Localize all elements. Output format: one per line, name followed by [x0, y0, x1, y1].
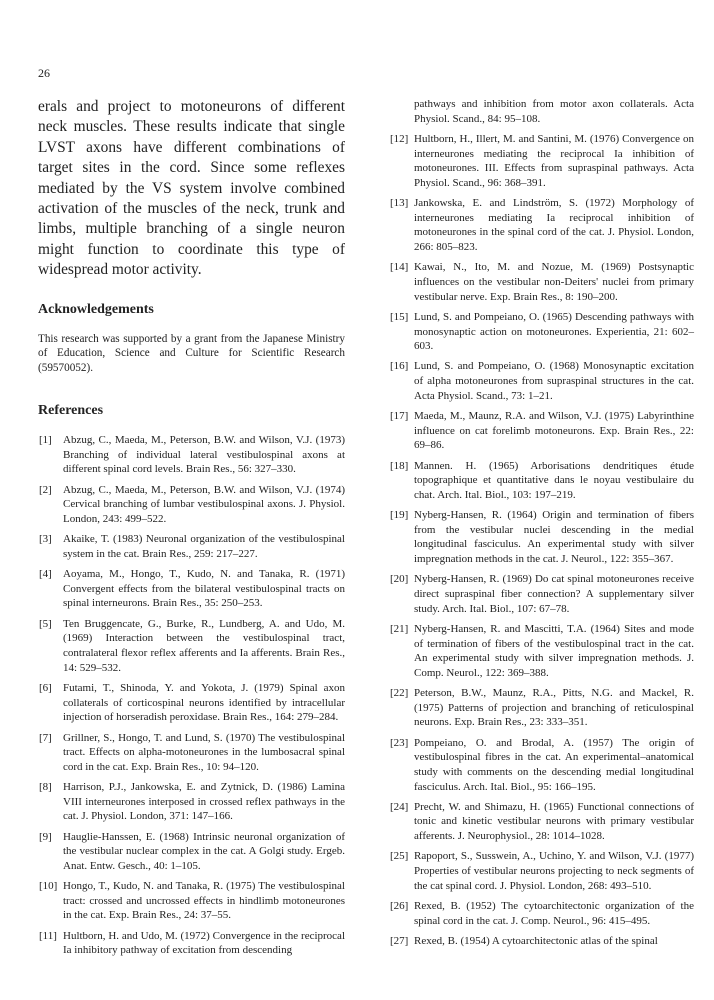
- reference-number: [9]: [39, 830, 52, 843]
- acknowledgements-text: This research was supported by a grant from the Japanese Ministry of Education, Science and Culture for Scientific Research (59570052).: [38, 332, 345, 375]
- reference-number: [14]: [390, 261, 409, 274]
- reference-item: [38, 780, 345, 824]
- reference-text: Rexed, B. (1954) A cytoarchitectonic atlas of the spinal: [414, 935, 658, 948]
- reference-number: [18]: [390, 459, 409, 472]
- reference-item: [389, 310, 694, 354]
- reference-item: [389, 459, 694, 503]
- reference-number: [13]: [390, 197, 409, 210]
- left-column: [38, 97, 345, 964]
- reference-text: Precht, W. and Shimazu, H. (1965) Functional connections of tonic and kinetic vestibular neurons with primary vestibular afferents. J. Neurophysiol., 28: 1014–1028.: [414, 800, 694, 843]
- reference-number: [26]: [390, 900, 409, 913]
- reference-number: [6]: [39, 681, 52, 694]
- reference-number: [2]: [39, 483, 52, 496]
- reference-number: [12]: [390, 132, 409, 145]
- reference-text: Pompeiano, O. and Brodal, A. (1957) The origin of vestibulospinal fibres in the cat. An experimental–anatomical study with comments on the descending medial longitudinal fasciculus. Arch. Ital. Biol., 95: 166–195.: [414, 736, 694, 793]
- reference-text: Lund, S. and Pompeiano, O. (1965) Descending pathways with monosynaptic action on motoneurones. Experientia, 21: 602–603.: [414, 310, 694, 353]
- reference-item: [389, 409, 694, 453]
- references-list-left: [38, 433, 345, 958]
- reference-item: [38, 879, 345, 923]
- reference-text: Hauglie-Hanssen, E. (1968) Intrinsic neuronal organization of the vestibular nuclear complex in the cat. A Golgi study. Ergeb. Anat. Entw. Gesch., 40: 1–105.: [63, 830, 345, 872]
- reference-text: Futami, T., Shinoda, Y. and Yokota, J. (1979) Spinal axon collaterals of corticospinal neurons identified by intracellular injection of horseradish peroxidase. Brain Res., 164: 279–284.: [63, 681, 345, 724]
- reference-number: [21]: [390, 622, 409, 635]
- reference-text: Hultborn, H., Illert, M. and Santini, M. (1976) Convergence on interneurones mediating the reciprocal Ia inhibition of motoneurones. III. Effects from supraspinal pathways. Acta Physiol. Scand., 96: 368–391.: [414, 132, 694, 189]
- reference-number: [20]: [390, 573, 409, 586]
- reference-text: Maeda, M., Maunz, R.A. and Wilson, V.J. (1975) Labyrinthine influence on cat forelimb motoneurons. Exp. Brain Res., 22: 69–86.: [414, 410, 694, 452]
- reference-text: Hultborn, H. and Udo, M. (1972) Convergence in the reciprocal Ia inhibitory pathway of excitation from descending: [63, 929, 345, 957]
- reference-text: Kawai, N., Ito, M. and Nozue, M. (1969) Postsynaptic influences on the vestibular non-Deiters' nuclei from primary vestibular nerve. Exp. Brain Res., 8: 190–200.: [414, 261, 694, 303]
- reference-item: [389, 800, 694, 844]
- reference-number: [15]: [390, 310, 409, 323]
- reference-text: Harrison, P.J., Jankowska, E. and Zytnick, D. (1986) Lamina VIII interneurones interposed in crossed reflex pathways in the cat. J. Physiol. London, 371: 147–166.: [63, 781, 345, 823]
- references-list-right: [389, 97, 694, 949]
- reference-item: [38, 433, 345, 477]
- reference-number: [7]: [39, 731, 52, 744]
- reference-item: [38, 681, 345, 725]
- reference-text: Mannen. H. (1965) Arborisations dendritiques étude topographique et quantitative dans le noyau vestibulaire du chat. Arch. Ital. Biol., 103: 197–219.: [414, 459, 694, 501]
- reference-text: Nyberg-Hansen, R. and Mascitti, T.A. (1964) Sites and mode of termination of fibers of the vestibulospinal tract in the cat. An experimental study with silver impregnation methods. J. Comp. Neurol., 122: 369–388.: [414, 622, 694, 679]
- reference-text: Aoyama, M., Hongo, T., Kudo, N. and Tanaka, R. (1971) Convergent effects from the bilateral vestibulospinal tracts on spinal interneurons. Brain Res., 35: 250–253.: [63, 568, 345, 610]
- reference-number: [3]: [39, 533, 52, 546]
- reference-text: Rexed, B. (1952) The cytoarchitectonic organization of the spinal cord in the cat. J. Comp. Neurol., 96: 415–495.: [414, 900, 694, 927]
- reference-item: [38, 929, 345, 958]
- reference-number: [4]: [39, 568, 52, 581]
- reference-item: [38, 483, 345, 527]
- reference-number: [8]: [39, 781, 52, 794]
- body-paragraph: erals and project to motoneurons of different neck muscles. These results indicate that single LVST axons have different combinations of target sites in the cord. Since some reflexes mediated by the VS system involve combined activation of the muscles of the neck, trunk and limbs, multiple branching of a single neuron might function to coordinate this type of widespread motor activity.: [38, 98, 345, 279]
- reference-text: Jankowska, E. and Lindström, S. (1972) Morphology of interneurones mediating Ia reciprocal inhibition of motoneurones in the spinal cord of the cat. J. Physiol. London, 266: 805–823.: [414, 197, 694, 253]
- reference-text: Hongo, T., Kudo, N. and Tanaka, R. (1975) The vestibulospinal tract: crossed and uncrossed effects in hindlimb motoneurones in the cat. Exp. Brain Res., 24: 37–55.: [63, 880, 345, 922]
- acknowledgements-heading: Acknowledgements: [38, 301, 154, 317]
- reference-text: pathways and inhibition from motor axon collaterals. Acta Physiol. Scand., 84: 95–108.: [414, 98, 694, 125]
- reference-number: [24]: [390, 800, 409, 813]
- reference-item: [389, 97, 694, 126]
- page-number: 26: [38, 66, 50, 80]
- reference-text: Nyberg-Hansen, R. (1969) Do cat spinal motoneurones receive direct supraspinal fiber connection? A supplementary silver study. Arch. Ital. Biol., 107: 67–78.: [414, 573, 694, 615]
- reference-text: Lund, S. and Pompeiano, O. (1968) Monosynaptic excitation of alpha motoneurones from supraspinal structures in the cat. Acta Physiol. Scand., 73: 1–21.: [414, 360, 694, 402]
- reference-text: Abzug, C., Maeda, M., Peterson, B.W. and Wilson, V.J. (1973) Branching of individual lateral vestibulospinal axons at different spinal cord levels. Brain Res., 56: 327–330.: [63, 434, 345, 476]
- reference-number: [17]: [390, 410, 409, 423]
- reference-number: [25]: [390, 850, 409, 863]
- reference-item: [389, 849, 694, 893]
- reference-item: [389, 132, 694, 190]
- reference-item: [389, 686, 694, 730]
- reference-number: [16]: [390, 360, 409, 373]
- reference-number: [22]: [390, 687, 409, 700]
- reference-text: Nyberg-Hansen, R. (1964) Origin and termination of fibers from the vestibular nuclei descending in the medial longitudinal fasciculus. An experimental study with silver impregnation methods in the cat. J. Neurol., 122: 355–367.: [414, 509, 694, 565]
- reference-item: [389, 736, 694, 794]
- reference-item: [389, 508, 694, 566]
- reference-item: [389, 622, 694, 680]
- reference-number: [5]: [39, 617, 52, 630]
- reference-item: [389, 359, 694, 403]
- reference-item: [389, 260, 694, 304]
- reference-item: [38, 830, 345, 874]
- reference-number: [1]: [39, 434, 52, 447]
- reference-number: [23]: [390, 736, 409, 749]
- references-heading: References: [38, 403, 104, 419]
- reference-text: Grillner, S., Hongo, T. and Lund, S. (1970) The vestibulospinal tract. Effects on alpha-motoneurones in the lumbosacral spinal cord in the cat. Exp. Brain Res., 10: 94–120.: [63, 731, 345, 773]
- reference-number: [10]: [39, 880, 58, 893]
- reference-item: [38, 532, 345, 561]
- reference-number: [19]: [390, 509, 409, 522]
- reference-item: [389, 934, 694, 949]
- reference-text: Akaike, T. (1983) Neuronal organization of the vestibulospinal system in the cat. Brain Res., 259: 217–227.: [63, 533, 345, 560]
- reference-number: [11]: [39, 929, 57, 942]
- reference-item: [38, 617, 345, 675]
- reference-item: [389, 899, 694, 928]
- reference-item: [38, 567, 345, 611]
- reference-text: Abzug, C., Maeda, M., Peterson, B.W. and Wilson, V.J. (1974) Cervical branching of lumbar vestibulospinal axons. J. Physiol. London, 243: 499–522.: [63, 483, 345, 525]
- reference-text: Rapoport, S., Susswein, A., Uchino, Y. and Wilson, V.J. (1977) Properties of vestibular neurons projecting to neck segments of the cat spinal cord. J. Physiol. London, 268: 493–510.: [414, 850, 694, 892]
- reference-text: Peterson, B.W., Maunz, R.A., Pitts, N.G. and Mackel, R. (1975) Patterns of projection and branching of reticulospinal neurons. Exp. Brain Res., 23: 333–351.: [414, 687, 694, 729]
- reference-item: [389, 196, 694, 254]
- reference-item: [389, 572, 694, 616]
- right-column: [389, 97, 694, 954]
- reference-item: [38, 731, 345, 775]
- reference-number: [27]: [390, 935, 409, 948]
- reference-text: Ten Bruggencate, G., Burke, R., Lundberg, A. and Udo, M. (1969) Interaction between the vestibulospinal tract, contralateral flexor reflex afferents and Ia afferents. Brain Res., 14: 529–532.: [63, 617, 345, 674]
